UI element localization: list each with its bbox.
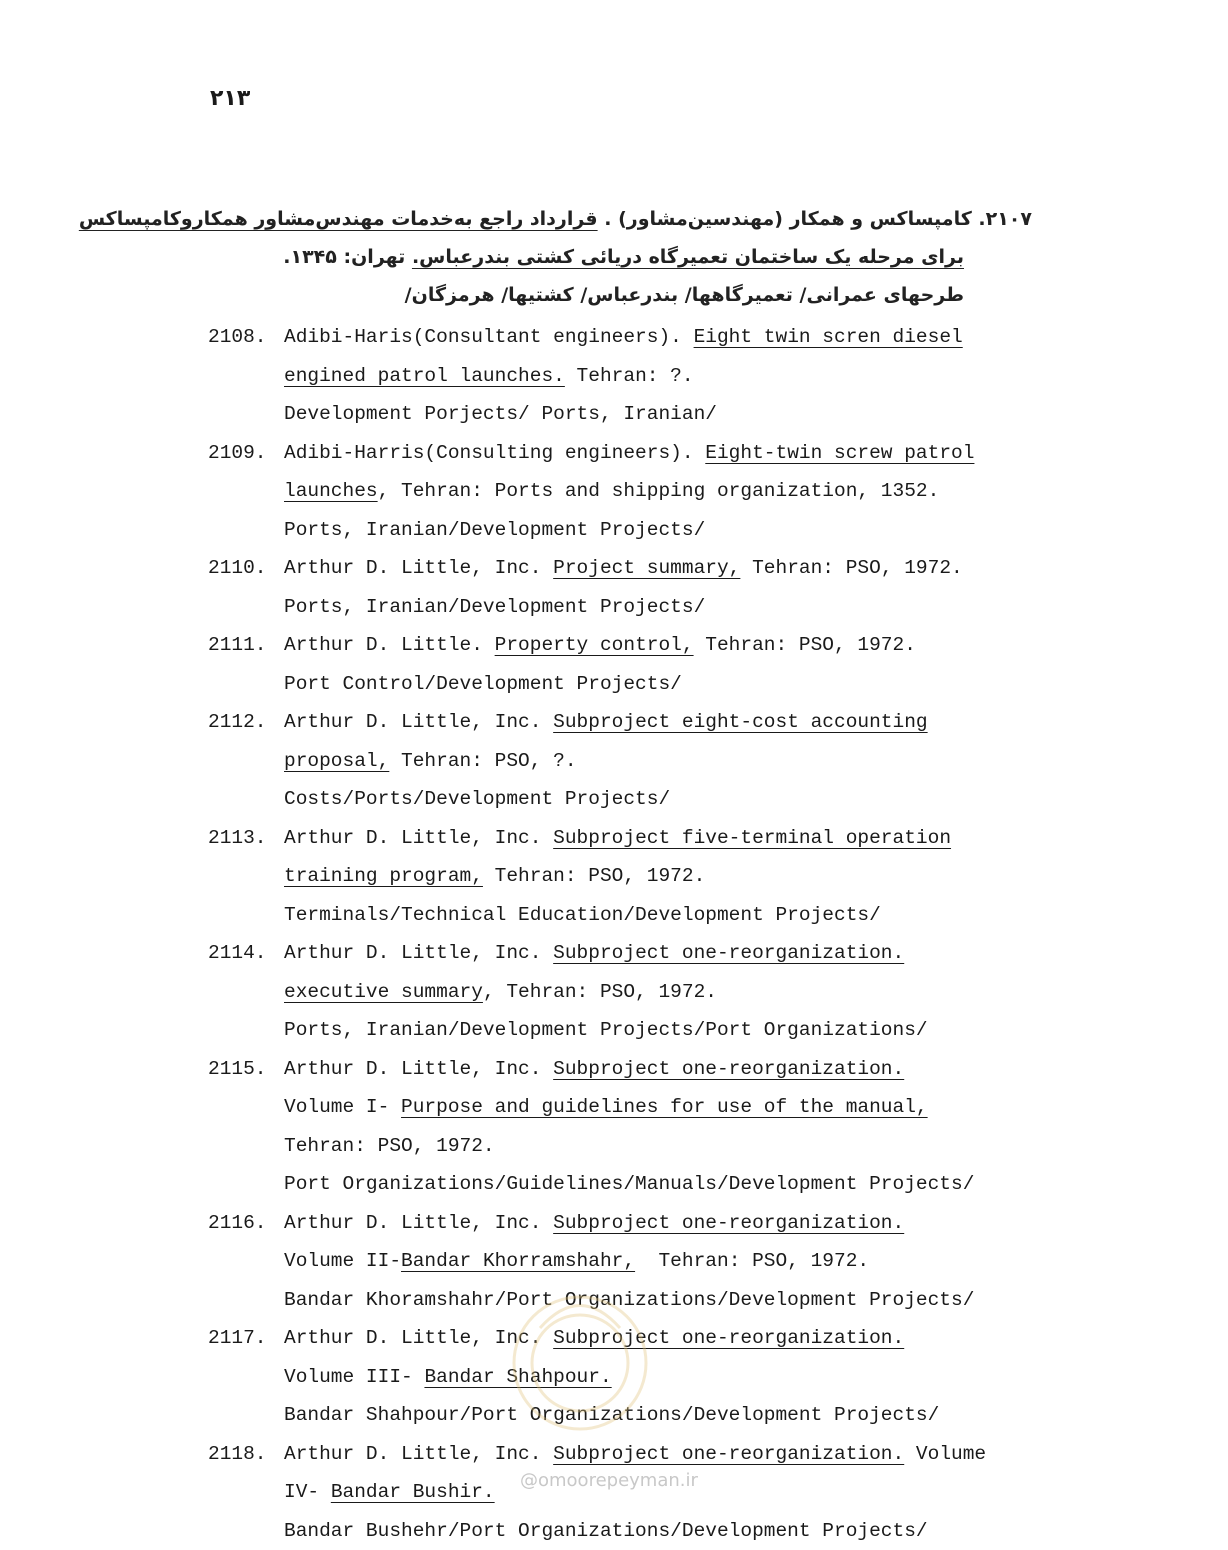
entry-number: 2109. bbox=[208, 434, 284, 550]
entry-line bbox=[284, 1088, 1068, 1127]
entry-text-segment: Volume III- bbox=[284, 1366, 424, 1388]
entry-text-segment: Volume bbox=[904, 1443, 986, 1465]
entry-line bbox=[284, 857, 1068, 896]
entry-line bbox=[284, 434, 1068, 473]
entry-text-segment: Tehran: PSO, 1972. bbox=[483, 865, 705, 887]
persian-entry-title-part-1: قرارداد راجع به‌خدمات مهندس‌مشاور همکاروکامپساکس bbox=[79, 208, 598, 230]
entry-line bbox=[284, 742, 1068, 781]
entry-text-segment: , Tehran: Ports and shipping organization, 1352. bbox=[378, 480, 940, 502]
entry-text-segment: Tehran: PSO, 1972. bbox=[635, 1250, 869, 1272]
entry-body bbox=[284, 626, 1068, 703]
bibliography-entry bbox=[208, 1319, 1068, 1435]
entry-text-segment: Arthur D. Little, Inc. bbox=[284, 557, 553, 579]
entry-line bbox=[284, 472, 1068, 511]
entry-text-segment: Tehran: PSO, ?. bbox=[389, 750, 576, 772]
entry-number: 2110. bbox=[208, 549, 284, 626]
entry-text-segment: Ports, Iranian/Development Projects/Port Organizations/ bbox=[284, 1019, 928, 1041]
entry-text-segment: Bandar Bushehr/Port Organizations/Development Projects/ bbox=[284, 1520, 928, 1542]
entry-line bbox=[284, 896, 1068, 935]
entry-body bbox=[284, 549, 1068, 626]
entry-number: 2112. bbox=[208, 703, 284, 819]
bibliography-entry-list bbox=[208, 318, 1068, 1550]
entry-title-segment: Purpose and guidelines for use of the manual, bbox=[401, 1096, 928, 1118]
bibliography-entry bbox=[208, 819, 1068, 935]
watermark-text: @omoorepeyman.ir bbox=[520, 1470, 698, 1491]
entry-title-segment: Property control, bbox=[495, 634, 694, 656]
entry-text-segment: Port Control/Development Projects/ bbox=[284, 673, 682, 695]
entry-text-segment: Arthur D. Little, Inc. bbox=[284, 1212, 553, 1234]
entry-line bbox=[284, 1396, 1068, 1435]
entry-body bbox=[284, 318, 1068, 434]
entry-line bbox=[284, 934, 1068, 973]
entry-text-segment: Adibi-Harris(Consulting engineers). bbox=[284, 442, 705, 464]
entry-body bbox=[284, 1435, 1068, 1550]
entry-title-segment: executive summary bbox=[284, 981, 483, 1003]
entry-title-segment: Eight-twin screw patrol bbox=[705, 442, 974, 464]
entry-title-segment: Bandar Shahpour. bbox=[424, 1366, 611, 1388]
entry-body bbox=[284, 703, 1068, 819]
entry-title-segment: Subproject one-reorganization. bbox=[553, 1058, 904, 1080]
entry-line bbox=[284, 819, 1068, 858]
entry-text-segment: Adibi-Haris(Consultant engineers). bbox=[284, 326, 694, 348]
bibliography-entry bbox=[208, 1050, 1068, 1204]
entry-line bbox=[284, 1204, 1068, 1243]
persian-entry-subjects: طرحهای عمرانی/ تعمیرگاهها/ بندرعباس/ کشتیها/ هرمزگان/ bbox=[192, 276, 1032, 314]
persian-entry-line-2 bbox=[192, 238, 1032, 276]
entry-text-segment: Bandar Khoramshahr/Port Organizations/Development Projects/ bbox=[284, 1289, 974, 1311]
entry-line bbox=[284, 1165, 1068, 1204]
entry-text-segment: Arthur D. Little, Inc. bbox=[284, 1058, 553, 1080]
entry-text-segment: , Tehran: PSO, 1972. bbox=[483, 981, 717, 1003]
entry-text-segment: Arthur D. Little, Inc. bbox=[284, 827, 553, 849]
persian-bibliography-entry bbox=[192, 200, 1032, 314]
entry-text-segment: Arthur D. Little, Inc. bbox=[284, 942, 553, 964]
entry-text-segment: Ports, Iranian/Development Projects/ bbox=[284, 519, 705, 541]
entry-line bbox=[284, 357, 1068, 396]
entry-line bbox=[284, 703, 1068, 742]
entry-line bbox=[284, 1281, 1068, 1320]
entry-text-segment: Port Organizations/Guidelines/Manuals/Development Projects/ bbox=[284, 1173, 974, 1195]
entry-text-segment: Volume II- bbox=[284, 1250, 401, 1272]
entry-line bbox=[284, 665, 1068, 704]
entry-title-segment: Subproject one-reorganization. bbox=[553, 1327, 904, 1349]
entry-body bbox=[284, 1204, 1068, 1320]
entry-text-segment: Arthur D. Little, Inc. bbox=[284, 711, 553, 733]
bibliography-entry bbox=[208, 703, 1068, 819]
entry-body bbox=[284, 434, 1068, 550]
bibliography-entry bbox=[208, 1435, 1068, 1550]
entry-title-segment: Bandar Khorramshahr, bbox=[401, 1250, 635, 1272]
entry-text-segment: Costs/Ports/Development Projects/ bbox=[284, 788, 670, 810]
entry-body bbox=[284, 819, 1068, 935]
entry-title-segment: Subproject five-terminal operation bbox=[553, 827, 951, 849]
entry-text-segment: Volume I- bbox=[284, 1096, 401, 1118]
bibliography-entry bbox=[208, 1204, 1068, 1320]
persian-entry-line-1 bbox=[192, 200, 1032, 238]
entry-text-segment: Development Porjects/ Ports, Iranian/ bbox=[284, 403, 717, 425]
entry-text-segment: Arthur D. Little, Inc. bbox=[284, 1443, 553, 1465]
entry-line bbox=[284, 626, 1068, 665]
entry-text-segment: Arthur D. Little. bbox=[284, 634, 495, 656]
entry-line bbox=[284, 973, 1068, 1012]
entry-number: 2111. bbox=[208, 626, 284, 703]
entry-title-segment: proposal, bbox=[284, 750, 389, 772]
entry-text-segment: Tehran: PSO, 1972. bbox=[740, 557, 962, 579]
entry-line bbox=[284, 318, 1068, 357]
persian-entry-imprint: تهران: ۱۳۴۵. bbox=[283, 246, 405, 268]
entry-body bbox=[284, 1050, 1068, 1204]
entry-title-segment: Subproject eight-cost accounting bbox=[553, 711, 927, 733]
entry-line bbox=[284, 1319, 1068, 1358]
entry-title-segment: training program, bbox=[284, 865, 483, 887]
entry-line bbox=[284, 1050, 1068, 1089]
entry-title-segment: Subproject one-reorganization. bbox=[553, 942, 904, 964]
entry-text-segment: Arthur D. Little, Inc. bbox=[284, 1327, 553, 1349]
entry-line bbox=[284, 1127, 1068, 1166]
entry-text-segment: Tehran: PSO, 1972. bbox=[694, 634, 916, 656]
entry-number: 2115. bbox=[208, 1050, 284, 1204]
persian-entry-title-part-2: برای مرحله یک ساختمان تعمیرگاه دریائی کشتی بندرعباس. bbox=[412, 246, 964, 268]
persian-entry-author: کامپساکس و همکار (مهندسین‌مشاور) . bbox=[604, 208, 972, 230]
entry-text-segment: Tehran: ?. bbox=[565, 365, 694, 387]
entry-body bbox=[284, 1319, 1068, 1435]
entry-title-segment: launches bbox=[284, 480, 378, 502]
entry-title-segment: Subproject one-reorganization. bbox=[553, 1212, 904, 1234]
bibliography-entry bbox=[208, 549, 1068, 626]
entry-text-segment: IV- bbox=[284, 1481, 331, 1503]
bibliography-entry bbox=[208, 434, 1068, 550]
entry-line bbox=[284, 549, 1068, 588]
entry-title-segment: engined patrol launches. bbox=[284, 365, 565, 387]
entry-text-segment: Terminals/Technical Education/Development Projects/ bbox=[284, 904, 881, 926]
entry-title-segment: Eight twin scren diesel bbox=[694, 326, 963, 348]
entry-line bbox=[284, 511, 1068, 550]
entry-number: 2108. bbox=[208, 318, 284, 434]
entry-number: 2114. bbox=[208, 934, 284, 1050]
entry-line bbox=[284, 1242, 1068, 1281]
bibliography-entry bbox=[208, 626, 1068, 703]
entry-line bbox=[284, 1358, 1068, 1397]
entry-text-segment: Tehran: PSO, 1972. bbox=[284, 1135, 495, 1157]
entry-line bbox=[284, 588, 1068, 627]
page-number: ۲۱۳ bbox=[210, 86, 250, 111]
entry-number: 2113. bbox=[208, 819, 284, 935]
entry-line bbox=[284, 1011, 1068, 1050]
entry-line bbox=[284, 1435, 1068, 1474]
persian-entry-number: ۲۱۰۷. bbox=[978, 208, 1032, 230]
entry-number: 2116. bbox=[208, 1204, 284, 1320]
entry-text-segment: Bandar Shahpour/Port Organizations/Development Projects/ bbox=[284, 1404, 939, 1426]
bibliography-entry bbox=[208, 318, 1068, 434]
entry-number: 2117. bbox=[208, 1319, 284, 1435]
entry-line bbox=[284, 395, 1068, 434]
entry-number: 2118. bbox=[208, 1435, 284, 1550]
bibliography-entry bbox=[208, 934, 1068, 1050]
entry-line bbox=[284, 780, 1068, 819]
entry-line bbox=[284, 1512, 1068, 1550]
entry-title-segment: Project summary, bbox=[553, 557, 740, 579]
entry-title-segment: Subproject one-reorganization. bbox=[553, 1443, 904, 1465]
entry-text-segment: Ports, Iranian/Development Projects/ bbox=[284, 596, 705, 618]
entry-body bbox=[284, 934, 1068, 1050]
entry-title-segment: Bandar Bushir. bbox=[331, 1481, 495, 1503]
